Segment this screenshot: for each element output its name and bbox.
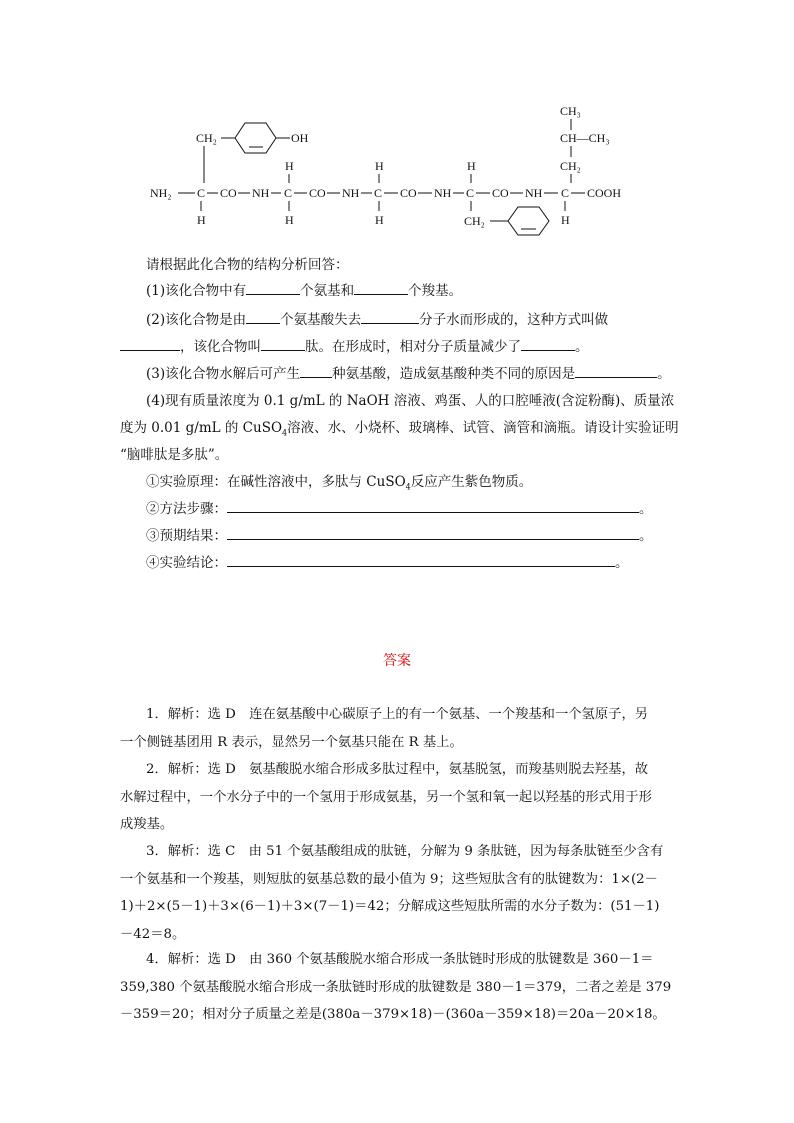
q1-text-a: (1)该化合物中有 <box>146 283 247 299</box>
answer-blank[interactable] <box>246 309 280 324</box>
answer-line: －42＝8。 <box>120 926 186 942</box>
question-2-line-1 <box>146 308 608 328</box>
h-label: H <box>375 159 384 173</box>
h-label: H <box>285 159 294 173</box>
q2-text-f: 。 <box>575 339 589 355</box>
answer-line: 水解过程中，一个水分子中的一个氢用于形成氨基，另一个氢和氧一起以羟基的形式用于形 <box>120 789 652 805</box>
experiment-principle <box>146 470 532 492</box>
answer-line: 2．解析：选 D 氨基酸脱水缩合形成多肽过程中，氨基脱氢，而羧基则脱去羟基，故 <box>146 762 649 777</box>
subscript: 4 <box>405 482 411 492</box>
ch2-tyr-label: CH₂ <box>196 131 217 145</box>
subscript: 4 <box>282 428 288 438</box>
ch3-top-label: CH₃ <box>560 104 581 118</box>
question-1 <box>146 279 462 299</box>
period: 。 <box>639 501 653 517</box>
conclusion-label: ④实验结论： <box>146 555 227 571</box>
question-intro <box>146 253 349 273</box>
answer-blank[interactable] <box>300 363 332 378</box>
answer-blank[interactable] <box>120 336 180 351</box>
answer-1 <box>120 701 680 756</box>
q2-text-b: 个氨基酸失去 <box>280 312 362 328</box>
answer-blank[interactable] <box>575 363 657 378</box>
h-label: H <box>561 213 570 227</box>
co-label: CO <box>492 186 509 200</box>
answer-blank[interactable] <box>361 309 419 324</box>
q2-text-a: (2)该化合物是由 <box>146 312 247 328</box>
co-label: CO <box>400 186 417 200</box>
expected-result <box>146 524 653 544</box>
h-label: H <box>285 213 294 227</box>
answer-blank[interactable] <box>227 552 615 567</box>
ch-ch3-label: CH—CH₃ <box>560 131 610 145</box>
benzene-ring-phe <box>508 207 549 235</box>
benzene-ring-tyr <box>235 123 276 153</box>
result-label: ③预期结果： <box>146 528 227 544</box>
answer-3 <box>120 838 680 948</box>
question-4-line-3 <box>120 443 228 463</box>
q1-text-c: 个羧基。 <box>408 283 463 299</box>
peptide-structure-diagram <box>0 0 794 240</box>
h-label: H <box>197 213 206 227</box>
principle-b: 反应产生紫色物质。 <box>410 474 533 490</box>
q1-text-b: 个氨基和 <box>300 283 355 299</box>
steps-label: ②方法步骤： <box>146 501 227 517</box>
oh-label: OH <box>291 131 309 145</box>
nh2-label: NH₂ <box>150 186 172 200</box>
answer-blank[interactable] <box>261 336 305 351</box>
answer-blank[interactable] <box>521 336 575 351</box>
c-label: C <box>466 186 475 200</box>
q4-line-1: (4)现有质量浓度为 0.1 g/mL 的 NaOH 溶液、鸡蛋、人的口腔唾液(含淀粉酶)、质量浓 <box>146 393 675 409</box>
q3-text-a: (3)该化合物水解后可产生 <box>146 366 301 382</box>
nh-label: NH <box>525 186 543 200</box>
co-label: CO <box>309 186 326 200</box>
answer-line: 一个侧链基团用 R 表示，显然另一个氨基只能在 R 基上。 <box>120 734 463 750</box>
h-label: H <box>375 213 384 227</box>
c-label: C <box>284 186 293 200</box>
q4-line-2a: 度为 0.01 g/mL 的 CuSO <box>120 420 283 436</box>
experiment-steps <box>146 497 653 517</box>
q3-text-b: 种氨基酸，造成氨基酸种类不同的原因是 <box>332 366 576 382</box>
answers-title: 答案 <box>383 653 411 669</box>
c-label: C <box>197 186 206 200</box>
principle-a: ①实验原理：在碱性溶液中，多肽与 CuSO <box>146 474 406 490</box>
c-label: C <box>374 186 383 200</box>
q2-text-d: ，该化合物叫 <box>180 339 261 355</box>
q3-text-c: 。 <box>657 366 671 382</box>
q2-text-e: 肽。在形成时，相对分子质量减少了 <box>305 339 521 355</box>
answer-2 <box>120 756 680 839</box>
answer-line: 一个氨基和一个羧基，则短肽的氨基总数的最小值为 9；这些短肽含有的肽键数为：1×(2－ <box>120 871 658 887</box>
answer-blank[interactable] <box>354 280 408 295</box>
question-4-line-2 <box>120 416 679 438</box>
q4-line-2b: 溶液、水、小烧杯、玻璃棒、试管、滴管和滴瓶。请设计实验证明 <box>287 420 679 436</box>
ch2-phe-label: CH₂ <box>464 214 485 228</box>
intro-text: 请根据此化合物的结构分析回答： <box>146 257 349 273</box>
period: 。 <box>639 528 653 544</box>
question-4-line-1 <box>146 389 674 409</box>
answer-blank[interactable] <box>227 525 639 540</box>
q2-text-c: 分子水而形成的，这种方式叫做 <box>419 312 609 328</box>
answer-blank[interactable] <box>227 498 639 513</box>
q4-line-3: “脑啡肽是多肽”。 <box>120 447 229 463</box>
answer-line: 359,380 个氨基酸脱水缩合形成一条肽链时形成的肽键数是 380－1＝379，二者之差是 379 <box>120 979 672 995</box>
answer-line: 1)＋2×(5－1)＋3×(6－1)＋3×(7－1)＝42；分解成这些短肽所需的水分子数为：(51－1) <box>120 899 660 914</box>
cooh-label: COOH <box>587 186 622 200</box>
answer-line: 成羧基。 <box>120 817 174 832</box>
question-3 <box>146 362 671 382</box>
answer-blank[interactable] <box>246 280 300 295</box>
answer-4 <box>120 946 680 1029</box>
experiment-conclusion <box>146 551 629 571</box>
nh-label: NH <box>434 186 452 200</box>
co-label: CO <box>220 186 237 200</box>
period: 。 <box>615 555 629 571</box>
answer-line: 1．解析：选 D 连在氨基酸中心碳原子上的有一个氨基、一个羧基和一个氢原子，另 <box>146 707 649 722</box>
question-2-line-2 <box>120 335 589 355</box>
answer-line: 3．解析：选 C 由 51 个氨基酸组成的肽链，分解为 9 条肽链，因为每条肽链至少含有 <box>146 844 664 859</box>
h-label: H <box>467 159 476 173</box>
nh-label: NH <box>252 186 270 200</box>
answer-line: －359＝20；相对分子质量之差是(380a－379×18)－(360a－359×18)＝20a－20×18。 <box>120 1007 666 1022</box>
answer-line: 4．解析：选 D 由 360 个氨基酸脱水缩合形成一条肽链时形成的肽键数是 360－1＝ <box>146 952 654 967</box>
c-label: C <box>561 186 570 200</box>
nh-label: NH <box>342 186 360 200</box>
ch2-iso-label: CH₂ <box>560 159 581 173</box>
